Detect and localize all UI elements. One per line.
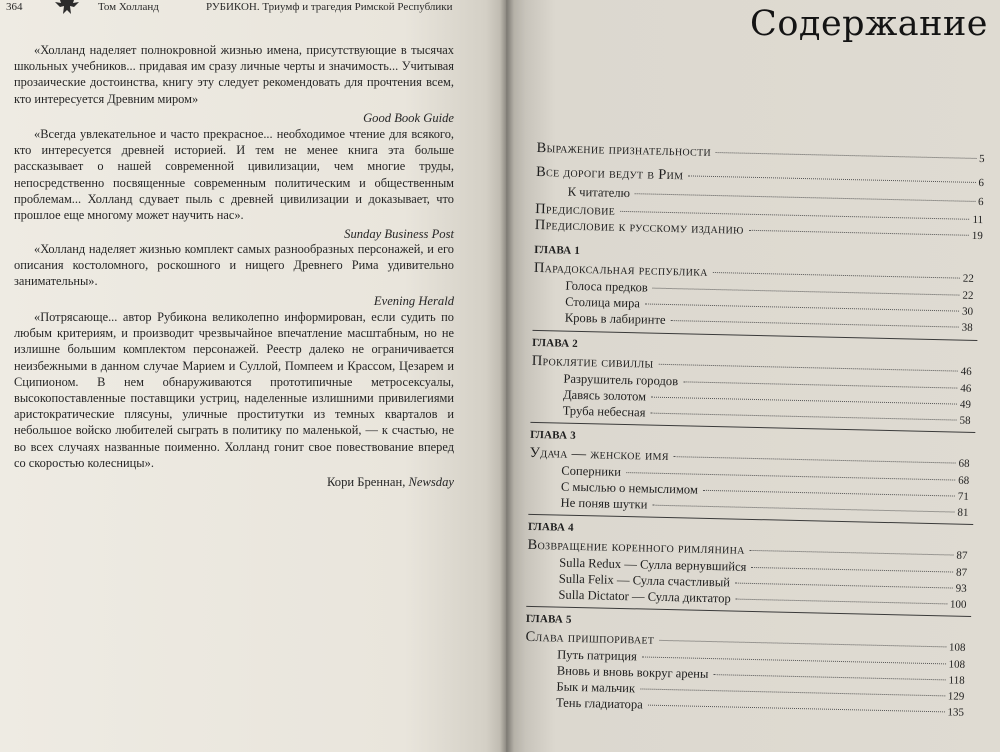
review-quote [14, 42, 454, 126]
review-source: Evening Herald [373, 293, 454, 308]
review-quote [14, 241, 454, 309]
review-source: Sunday Business Post [344, 227, 454, 242]
toc-entry: Предисловие 11 [535, 200, 984, 227]
review-text: «Потрясающе... автор Рубикона великолепно информирован, если судить по любым критериям, и производит чрезвычайное впечатление масштабным, но не излишне большим комплектом персонажей. Реестр далеко не ограничивается неизбежными в данном случае Марием и Суллой, Помпеем и Крассом, Цезарем и Сципионом. В нем обнаруживаются прототипичные метросексуалы, высокопоставленные поставщики устриц, наделенные излишними привилегиями аристократические плясуны, уличные проститутки из темных кварталов и небольшое войско любителей сыграть в политику по маленькой, — к счастью, не во всех случаях названные поименно. Холланд гонит свое повествование вперед со скоростью колесницы». [14, 310, 454, 470]
toc-entry: К читателю 6 [567, 184, 984, 209]
toc-section: Соперники 68 [561, 463, 970, 487]
toc-chapter-title: Проклятие сивиллы 46 [531, 352, 972, 378]
review-text: «Всегда увлекательное и часто прекрасное... необходимое чтение для всякого, кто интересуется древней историей. И тем не менее книга эта больше рассказывает о нашей современной цивилизации, чем многие труды, непосредственно посвященные современным политическим и общественным проблемам... Холланд сдувает пыль с древней цивилизации и доказывает, что прошлое еще многому может научить нас». [14, 127, 454, 223]
header-author: Том Холланд [98, 1, 159, 13]
review-quote [14, 309, 454, 490]
toc-section: Sulla Redux — Сулла вернувшийся 87 [559, 555, 968, 579]
chapter-heading: ГЛАВА 2 [532, 336, 579, 350]
review-text: «Холланд наделяет жизнью комплект самых разнообразных персонажей, и его описания костоломного, роскошного и нищего Древнего Рима удивительно занимательны». [14, 242, 454, 289]
chapter-heading: ГЛАВА 4 [527, 520, 574, 534]
toc-section: Бык и мальчик 129 [556, 679, 965, 703]
toc-section: Sulla Felix — Сулла счастливый 93 [558, 571, 967, 595]
toc-section: Труба небесная 58 [562, 403, 971, 427]
toc-section: Тень гладиатора 135 [555, 695, 965, 719]
review-source: Good Book Guide [363, 110, 454, 125]
toc-chapter-title: Возвращение коренного римлянина 87 [527, 536, 968, 562]
toc-section: Голоса предков 22 [565, 278, 974, 302]
toc-chapter-title: Слава пришпоривает 108 [525, 628, 966, 654]
toc-section: Кровь в лабиринте 38 [564, 310, 973, 334]
chapter-heading: ГЛАВА 5 [525, 612, 572, 626]
toc-section: С мыслью о немыслимом 71 [560, 479, 969, 503]
toc-title: Содержание [750, 4, 988, 44]
toc-entry: Выражение признательности 5 [536, 139, 985, 166]
running-header [6, 0, 486, 14]
book-gutter [500, 0, 514, 752]
toc-section: Путь патриция 108 [556, 647, 966, 671]
review-source-author: Кори Бреннан, [327, 475, 406, 490]
toc-chapter-title: Парадоксальная республика 22 [533, 259, 974, 285]
review-source-publication: Newsday [408, 475, 454, 490]
toc-section: Разрушитель городов 46 [563, 371, 972, 395]
toc-section: Вновь и вновь вокруг арены 118 [556, 663, 965, 687]
toc-entry: Предисловие к русскому изданию 19 [534, 216, 983, 243]
chapter-heading: ГЛАВА 3 [529, 428, 576, 442]
review-quote [14, 126, 454, 242]
review-source [14, 474, 454, 490]
page-number: 364 [6, 1, 23, 13]
toc-section: Столица мира 30 [565, 294, 974, 318]
toc-chapter-title: Удача — женское имя 68 [529, 444, 970, 470]
review-text: «Холланд наделяет полнокровной жизнью имена, присутствующие в тысячах школьных учебников... придавая им сразу личные черты и значимость... Учитывая прозаические достоинства, книгу эту следует рекомендовать для прочтения всем, кто интересуется Древним миром» [14, 43, 454, 106]
eagle-emblem-icon [52, 0, 82, 14]
toc-entry: Все дороги ведут в Рим 6 [535, 163, 985, 190]
header-book-title: РУБИКОН. Триумф и трагедия Римской Республики [206, 1, 453, 13]
table-of-contents [523, 0, 990, 752]
toc-section: Не поняв шутки 81 [560, 495, 969, 519]
chapter-heading: ГЛАВА 1 [534, 243, 581, 257]
toc-section: Sulla Dictator — Сулла диктатор 100 [558, 587, 967, 611]
toc-section: Давясь золотом 49 [562, 387, 972, 411]
